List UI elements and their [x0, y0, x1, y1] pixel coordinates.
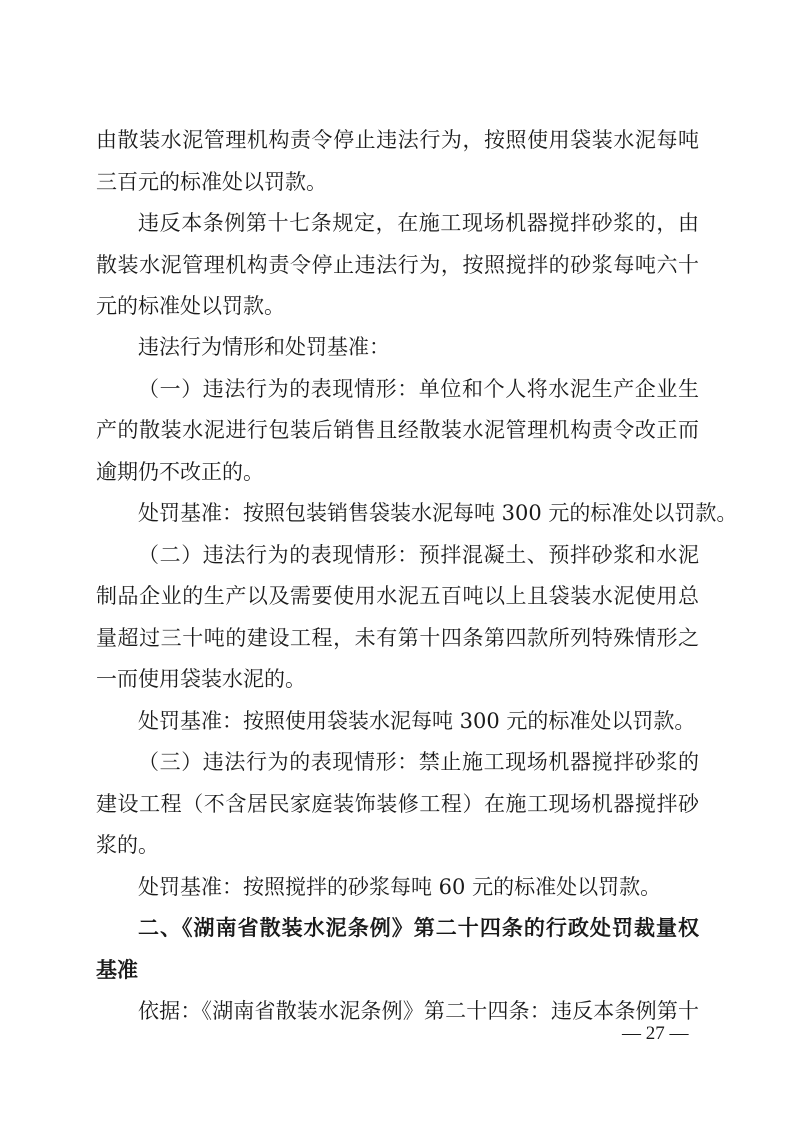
page-number: — 27 — [622, 1023, 689, 1044]
paragraph-start-line: 依据：《湖南省散装水泥条例》第二十四条：违反本条例第十 [138, 999, 699, 1023]
body-text-line: 三百元的标准处以罚款。 [96, 170, 327, 194]
section-label-line: 违法行为情形和处罚基准： [138, 335, 390, 359]
section-heading-continuation: 基准 [96, 958, 138, 982]
body-text-line: 量超过三十吨的建设工程，未有第十四条第四款所列特殊情形之 [96, 626, 699, 650]
section-heading: 二、《湖南省散装水泥条例》第二十四条的行政处罚裁量权 [138, 916, 699, 940]
paragraph-start-line: （一）违法行为的表现情形：单位和个人将水泥生产企业生 [138, 377, 699, 401]
penalty-standard-line: 处罚基准：按照包装销售袋装水泥每吨 300 元的标准处以罚款。 [138, 501, 738, 525]
body-text-line: 制品企业的生产以及需要使用水泥五百吨以上且袋装水泥使用总 [96, 584, 699, 608]
body-text-line: 建设工程（不含居民家庭装饰装修工程）在施工现场机器搅拌砂 [96, 792, 699, 816]
penalty-standard-line: 处罚基准：按照搅拌的砂浆每吨 60 元的标准处以罚款。 [138, 875, 662, 899]
body-text-line: 一而使用袋装水泥的。 [96, 667, 306, 691]
body-text-line: 产的散装水泥进行包装后销售且经散装水泥管理机构责令改正而 [96, 418, 699, 442]
paragraph-start-line: 违反本条例第十七条规定，在施工现场机器搅拌砂浆的，由 [138, 211, 699, 235]
body-text-line: 散装水泥管理机构责令停止违法行为，按照搅拌的砂浆每吨六十 [96, 253, 699, 277]
body-text-line: 浆的。 [96, 833, 159, 857]
body-text-line: 由散装水泥管理机构责令停止违法行为，按照使用袋装水泥每吨 [96, 128, 699, 152]
paragraph-start-line: （二）违法行为的表现情形：预拌混凝土、预拌砂浆和水泥 [138, 543, 699, 567]
paragraph-start-line: （三）违法行为的表现情形：禁止施工现场机器搅拌砂浆的 [138, 750, 699, 774]
body-text-line: 元的标准处以罚款。 [96, 294, 285, 318]
body-text-line: 逾期仍不改正的。 [96, 460, 264, 484]
penalty-standard-line: 处罚基准：按照使用袋装水泥每吨 300 元的标准处以罚款。 [138, 709, 696, 733]
